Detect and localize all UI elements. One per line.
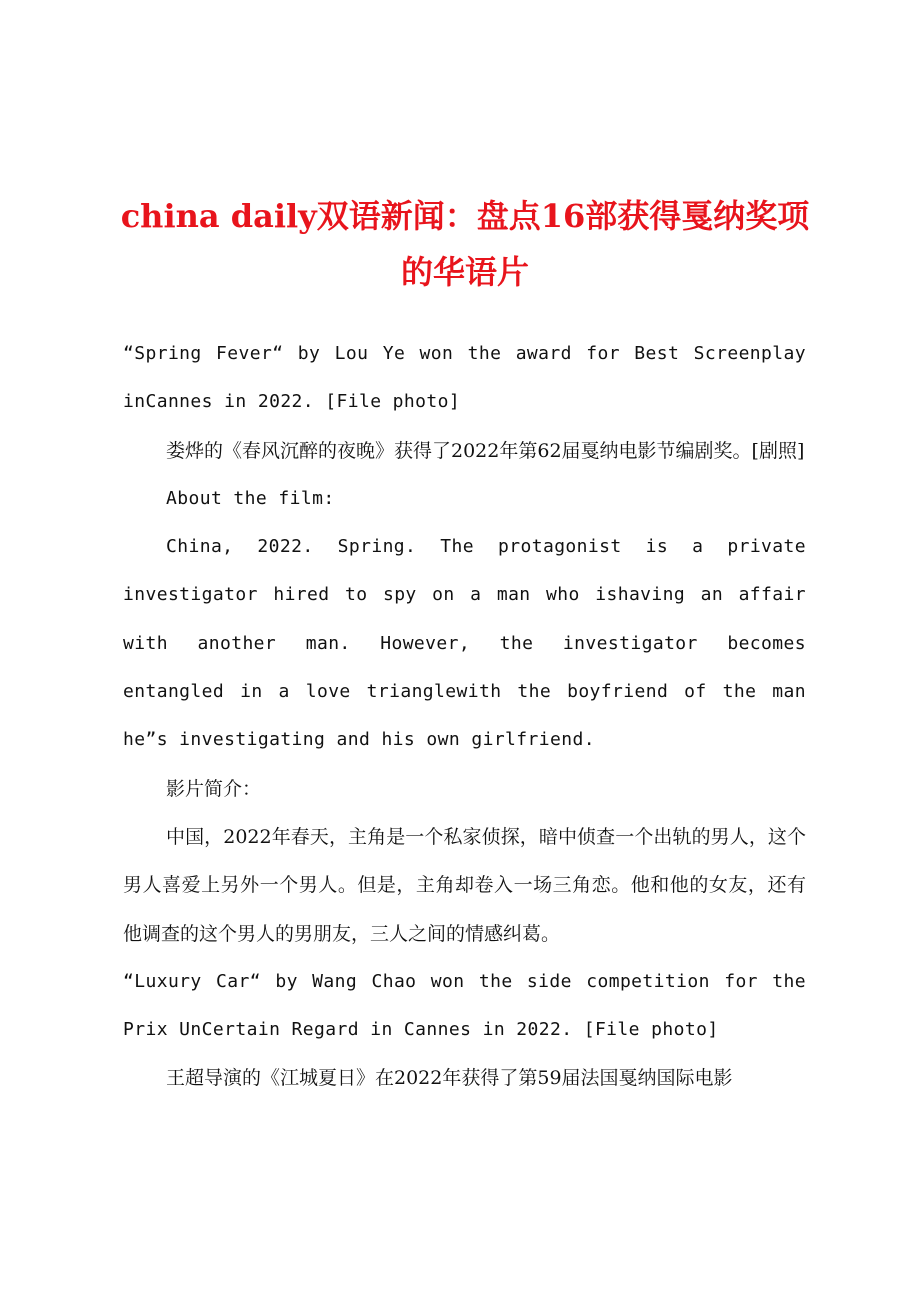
paragraph-caption-spring-fever-en: “Spring Fever“ by Lou Ye won the award for Best Screenplay inCannes in 2022. [File photo] [123, 343, 806, 413]
paragraph-film-synopsis-en: China, 2022. Spring. The protagonist is a private investigator hired to spy on a man who ishaving an affair with another man. However, the investigator becomes entangled in a love trianglewith the boyfriend of the man he”s investigating and his own girlfriend. [123, 536, 806, 751]
paragraph-caption-luxury-car-zh: 王超导演的《江城夏日》在2022年获得了第59届法国戛纳国际电影 [166, 1067, 733, 1090]
document-body [123, 330, 806, 1103]
paragraph-synopsis-heading-zh: 影片简介： [166, 777, 262, 800]
paragraph-about-film-heading: About the film: [166, 487, 335, 509]
paragraph-caption-spring-fever-zh: 娄烨的《春风沉醉的夜晚》获得了2022年第62届戛纳电影节编剧奖。[剧照] [166, 439, 805, 462]
paragraph-caption-luxury-car-en: “Luxury Car“ by Wang Chao won the side competition for the Prix UnCertain Regard in Cannes in 2022. [File photo] [123, 970, 806, 1041]
document-title: china daily双语新闻：盘点16部获得戛纳奖项的华语片 [120, 197, 810, 291]
paragraph-film-synopsis-zh: 中国，2022年春天，主角是一个私家侦探，暗中侦查一个出轨的男人，这个男人喜爱上另外一个男人。但是，主角却卷入一场三角恋。他和他的女友，还有他调查的这个男人的男朋友，三人之间的情感纠葛。 [123, 825, 806, 945]
